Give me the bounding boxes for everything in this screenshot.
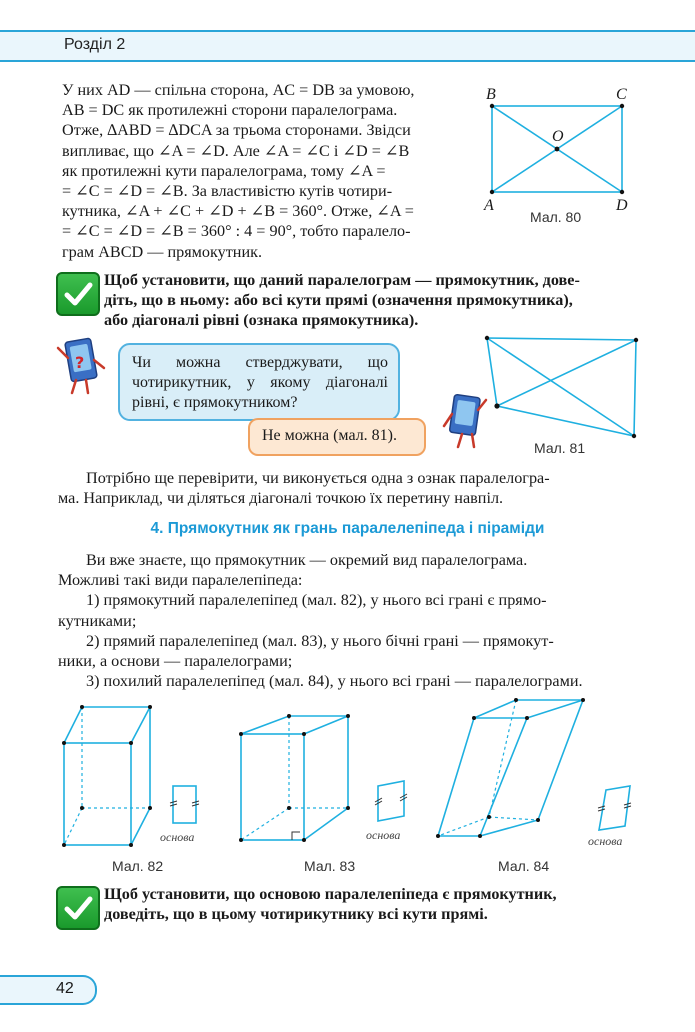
- intro-line: Отже, ∆ABD = ∆DCA за трьома сторонами. Звідси: [62, 121, 411, 140]
- intro-line: випливає, що ∠A = ∠D. Але ∠A = ∠C і ∠D = ∠B: [62, 141, 410, 160]
- intro-line: кутника, ∠A + ∠C + ∠D + ∠B = 360°. Отже, ∠A =: [62, 202, 414, 221]
- page-number: 42: [56, 980, 74, 997]
- intro-line: У них AD — спільна сторона, AC = DB за умовою,: [62, 81, 415, 99]
- figure-83-caption: Мал. 83: [304, 858, 356, 874]
- paragraph-line: кутниками;: [58, 611, 137, 630]
- section-label: Розділ 2: [64, 36, 126, 53]
- rule-line: діть, що в ньому: або всі кути прямі (означення прямокутника),: [104, 291, 573, 310]
- paragraph-line: 1) прямокутний паралелепіпед (мал. 82), у нього всі грані є прямо-: [86, 591, 547, 610]
- paragraph-line: ники, а основи — паралелограми;: [58, 652, 293, 671]
- figure-82-base-label: основа: [160, 830, 195, 844]
- intro-line: грам ABCD — прямокутник.: [62, 242, 263, 261]
- paragraph-line: 2) прямий паралелепіпед (мал. 83), у нього бічні грані — прямокут-: [86, 631, 554, 650]
- vertex-label-b: B: [486, 86, 496, 103]
- rule-line: доведіть, що в цьому чотирикутнику всі кути прямі.: [104, 905, 488, 924]
- question-text: Чи можна стверджувати, що чотирикутник, у якому діагоналі рівні, є прямокутником?: [132, 354, 388, 411]
- section-4-title: 4. Прямокутник як грань паралелепіпеда і піраміди: [150, 520, 545, 537]
- paragraph-line: Потрібно ще перевірити, чи виконується одна з ознак паралелогра-: [86, 469, 550, 487]
- figure-81-caption: Мал. 81: [534, 440, 586, 456]
- rule-line: Щоб установити, що основою паралелепіпеда є прямокутник,: [104, 885, 557, 903]
- figure-84-caption: Мал. 84: [498, 858, 550, 874]
- intro-line: AB = DC як протилежні сторони паралелограма.: [62, 101, 398, 120]
- vertex-label-o: O: [552, 128, 564, 145]
- figure-82-caption: Мал. 82: [112, 858, 164, 874]
- intro-line: як протилежні кути паралелограма, тому ∠A =: [62, 161, 386, 180]
- rule-line: Щоб установити, що даний паралелограм — прямокутник, дове-: [104, 271, 580, 289]
- paragraph-line: Можливі такі види паралелепіпеда:: [58, 571, 303, 590]
- svg-text:?: ?: [75, 353, 85, 372]
- intro-line: = ∠C = ∠D = ∠B = 360° : 4 = 90°, тобто паралело-: [62, 222, 411, 241]
- vertex-label-c: C: [616, 86, 627, 103]
- intro-line: = ∠C = ∠D = ∠B. За властивістю кутів чотири-: [62, 182, 393, 201]
- rule-2: [104, 884, 638, 924]
- answer-text: Не можна (мал. 81).: [262, 427, 397, 444]
- paragraph-line: 3) похилий паралелепіпед (мал. 84), у нього всі грані — паралелограми.: [86, 672, 583, 691]
- figure-83-base-label: основа: [366, 828, 401, 842]
- paragraph-line: Ви вже знаєте, що прямокутник — окремий вид паралелограма.: [86, 551, 528, 569]
- vertex-label-d: D: [616, 197, 628, 214]
- vertex-label-a: A: [484, 197, 494, 214]
- figure-84-base-label: основа: [588, 834, 623, 848]
- paragraph-line: ма. Наприклад, чи діляться діагоналі точкою їх перетину навпіл.: [58, 489, 504, 508]
- check-icon: [56, 886, 100, 930]
- page-number-box: [0, 975, 97, 1005]
- rule-line: або діагоналі рівні (ознака прямокутника).: [104, 311, 419, 330]
- figure-80-caption: Мал. 80: [530, 209, 582, 225]
